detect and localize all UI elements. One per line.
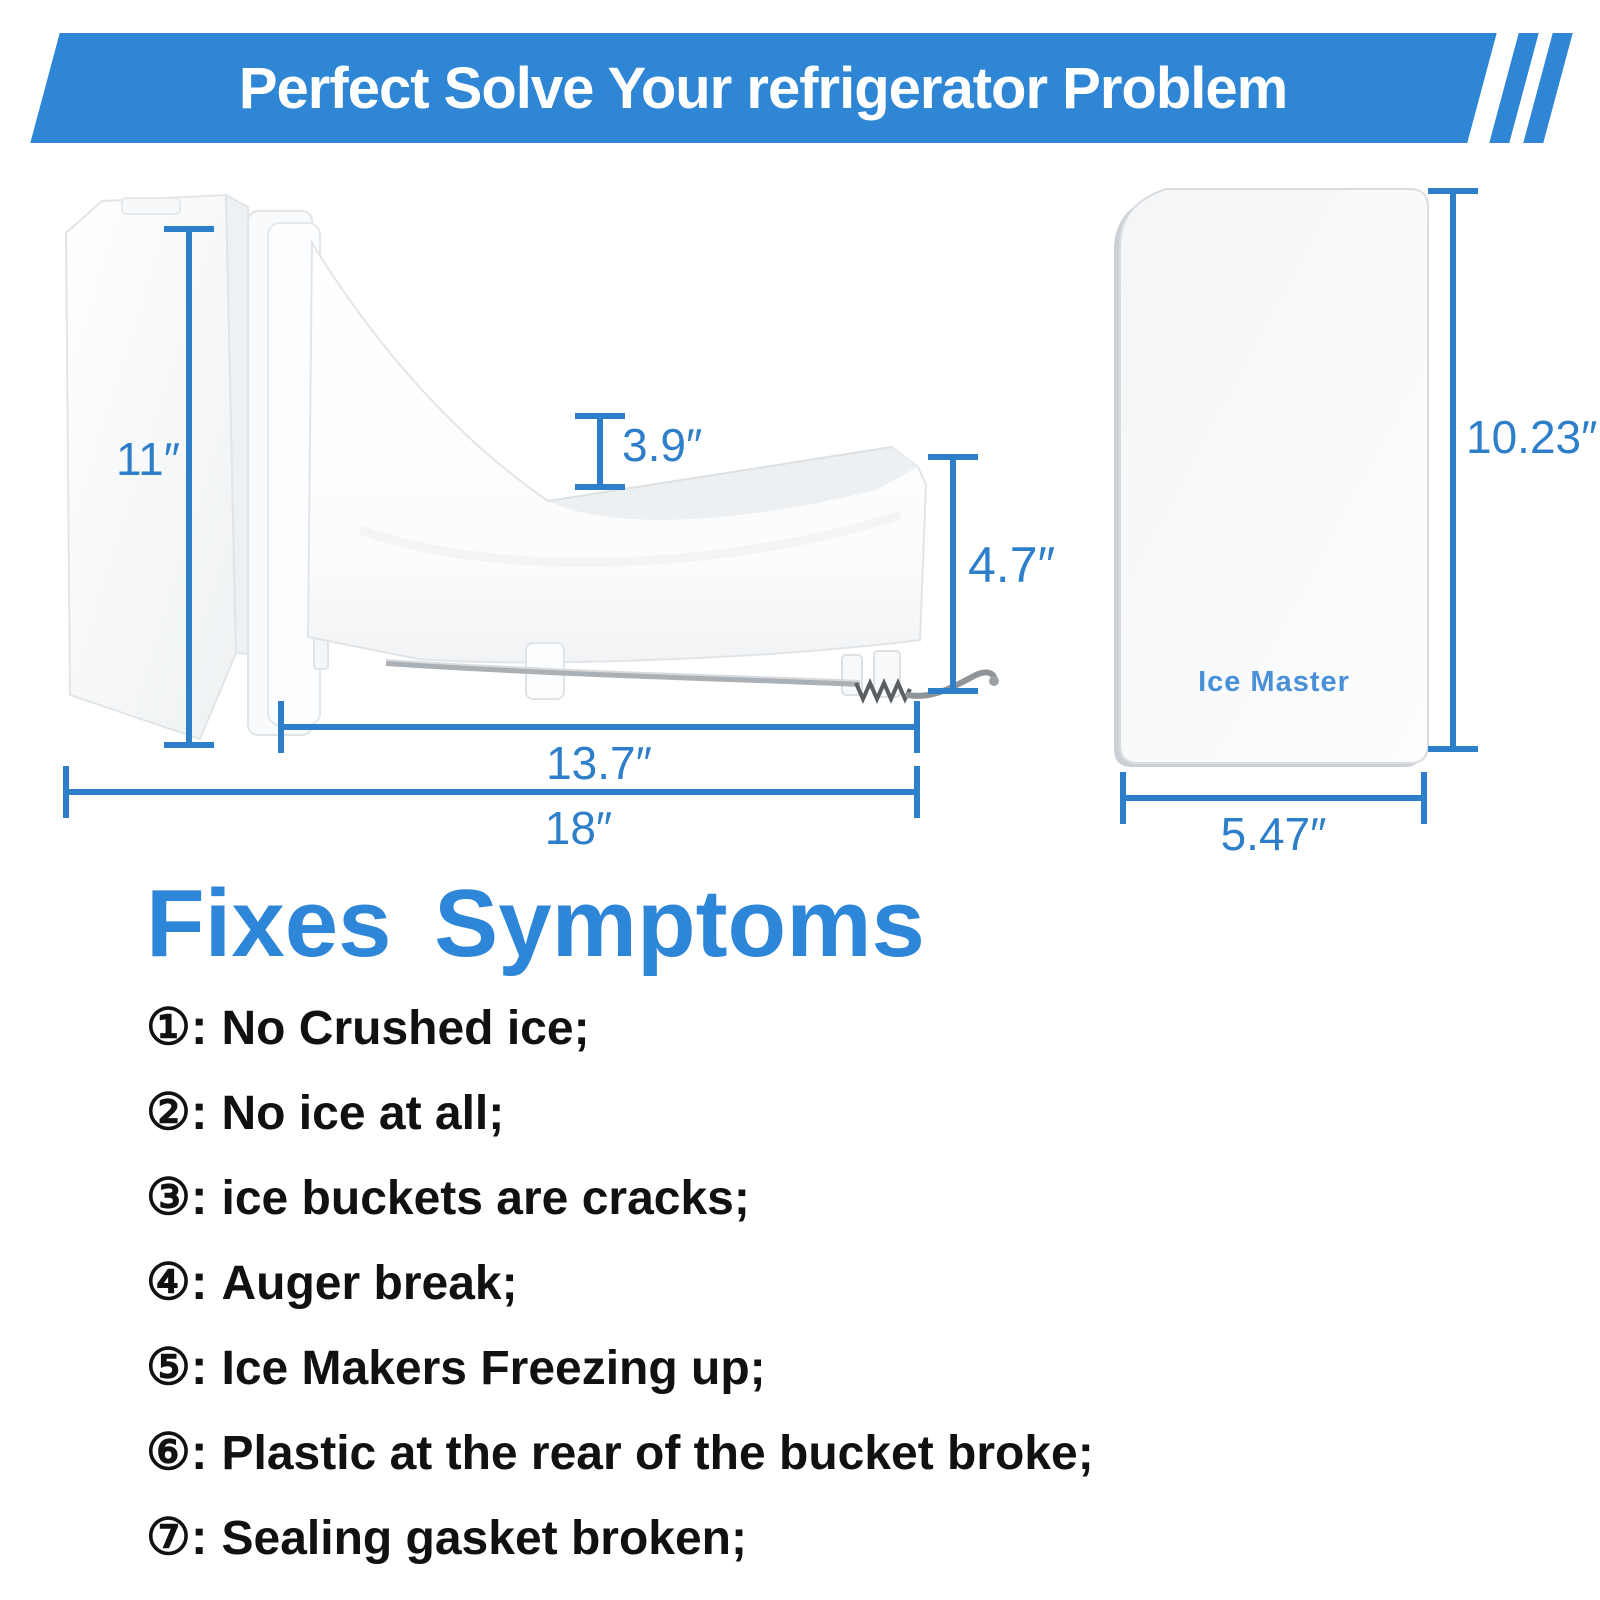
dimension-line-front-wall [950, 454, 956, 694]
ice-master-brand-label: Ice Master [1198, 666, 1350, 698]
dimension-label-top-opening: 3.9″ [622, 419, 703, 471]
symptom-text: Plastic at the rear of the bucket broke; [221, 1427, 1094, 1480]
symptom-item-3 [146, 1169, 1506, 1225]
ice-bucket-body [308, 243, 926, 699]
symptom-number: ⑦: [146, 1509, 208, 1565]
symptom-text: Auger break; [221, 1257, 518, 1310]
symptom-item-2 [146, 1084, 1506, 1140]
symptom-number: ①: [146, 999, 208, 1055]
banner-title: Perfect Solve Your refrigerator Problem [239, 55, 1288, 121]
symptom-item-7 [146, 1509, 1506, 1565]
symptoms-list [146, 999, 1506, 1597]
symptom-text: No Crushed ice; [221, 1002, 590, 1055]
symptom-text: ice buckets are cracks; [221, 1172, 750, 1225]
symptom-number: ④: [146, 1254, 208, 1310]
symptom-number: ⑤: [146, 1339, 208, 1395]
symptom-number: ②: [146, 1084, 208, 1140]
dimension-label-overall-length: 18″ [544, 802, 613, 854]
symptom-text: Sealing gasket broken; [221, 1512, 747, 1565]
symptom-number: ⑥: [146, 1424, 208, 1480]
fixes-symptoms-heading: Fixes Symptoms [146, 870, 925, 977]
ice-bucket-assembly-image [50, 185, 1000, 775]
symptom-item-5 [146, 1339, 1506, 1395]
symptom-text: No ice at all; [221, 1087, 505, 1140]
auger-wire [386, 660, 999, 699]
symptom-item-4 [146, 1254, 1506, 1310]
header-banner [30, 33, 1496, 143]
dimension-line-overall-length [63, 789, 920, 795]
dimension-line-height [186, 226, 192, 748]
dimension-line-top-opening [597, 413, 603, 490]
symptom-item-6 [146, 1424, 1506, 1480]
dimension-label-cover-width: 5.47″ [1220, 808, 1327, 860]
dimension-label-bucket-length: 13.7″ [546, 737, 652, 789]
dimension-label-height: 11″ [115, 433, 180, 485]
symptom-item-1 [146, 999, 1506, 1055]
dimension-line-cover-height [1450, 188, 1456, 752]
dimension-label-cover-height: 10.23″ [1466, 411, 1598, 463]
symptom-number: ③: [146, 1169, 208, 1225]
dimension-label-front-wall: 4.7″ [968, 537, 1056, 593]
dimension-line-bucket-length [278, 724, 920, 730]
symptom-text: Ice Makers Freezing up; [221, 1342, 766, 1395]
dimension-line-cover-width [1120, 795, 1427, 801]
